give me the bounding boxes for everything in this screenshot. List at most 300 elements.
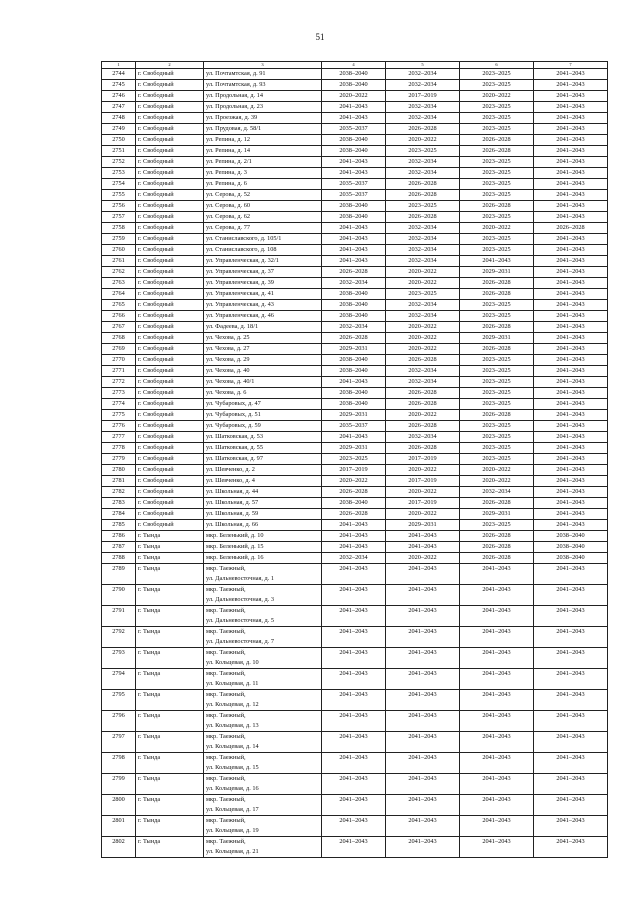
- settlement-cell: г. Свободный: [136, 333, 204, 344]
- row-number-cell: 2791: [102, 606, 136, 627]
- row-number-cell: 2787: [102, 542, 136, 553]
- table-row: [102, 795, 608, 816]
- address-cell: [204, 256, 322, 267]
- address-cell: [204, 80, 322, 91]
- address-line: ул. Шевченко, д. 2: [206, 466, 255, 473]
- period-cell-col4: 2041–2043: [322, 627, 386, 648]
- table-row: [102, 102, 608, 113]
- period-cell-col6: 2023–2025: [460, 102, 534, 113]
- period-cell-col5: 2032–2034: [386, 311, 460, 322]
- address-line: ул. Дальневосточная, д. 7: [206, 638, 275, 645]
- period-cell-col4: 2041–2043: [322, 377, 386, 388]
- column-number-header: 3: [204, 62, 322, 69]
- row-number-cell: 2798: [102, 753, 136, 774]
- period-cell-col7: 2041–2043: [534, 690, 608, 711]
- address-line: ул. Школьная, д. 57: [206, 499, 259, 506]
- period-cell-col6: 2041–2043: [460, 711, 534, 732]
- period-cell-col5: 2020–2022: [386, 465, 460, 476]
- address-cell: [204, 711, 322, 732]
- table-row: [102, 69, 608, 80]
- period-cell-col6: 2023–2025: [460, 234, 534, 245]
- period-cell-col4: 2041–2043: [322, 245, 386, 256]
- period-cell-col7: 2041–2043: [534, 289, 608, 300]
- period-cell-col6: 2023–2025: [460, 124, 534, 135]
- period-cell-col7: 2041–2043: [534, 245, 608, 256]
- table-row: [102, 201, 608, 212]
- table-row: [102, 223, 608, 234]
- address-line: мкр. Таежный,: [206, 775, 246, 782]
- row-number-cell: 2757: [102, 212, 136, 223]
- period-cell-col4: 2038–2040: [322, 355, 386, 366]
- address-line: ул. Шатковская, д. 55: [206, 444, 263, 451]
- address-cell: [204, 542, 322, 553]
- period-cell-col7: 2041–2043: [534, 585, 608, 606]
- address-line: мкр. Беленький, д. 16: [206, 554, 264, 561]
- register-table-body: [102, 62, 608, 858]
- address-line: мкр. Таежный,: [206, 796, 246, 803]
- table-row: [102, 816, 608, 837]
- period-cell-col7: 2041–2043: [534, 377, 608, 388]
- address-line: мкр. Таежный,: [206, 733, 246, 740]
- period-cell-col6: 2020–2022: [460, 476, 534, 487]
- period-cell-col5: 2032–2034: [386, 113, 460, 124]
- period-cell-col7: 2041–2043: [534, 190, 608, 201]
- period-cell-col6: 2023–2025: [460, 190, 534, 201]
- period-cell-col5: 2020–2022: [386, 553, 460, 564]
- settlement-cell: г. Тында: [136, 669, 204, 690]
- row-number-cell: 2749: [102, 124, 136, 135]
- period-cell-col7: 2041–2043: [534, 564, 608, 585]
- address-line: ул. Шевченко, д. 4: [206, 477, 255, 484]
- period-cell-col4: 2038–2040: [322, 300, 386, 311]
- row-number-cell: 2801: [102, 816, 136, 837]
- period-cell-col4: 2038–2040: [322, 399, 386, 410]
- table-row: [102, 289, 608, 300]
- period-cell-col4: 2038–2040: [322, 201, 386, 212]
- settlement-cell: г. Тында: [136, 711, 204, 732]
- table-row: [102, 564, 608, 585]
- table-row: [102, 256, 608, 267]
- table-row: [102, 487, 608, 498]
- row-number-cell: 2782: [102, 487, 136, 498]
- period-cell-col6: 2026–2028: [460, 553, 534, 564]
- period-cell-col6: 2032–2034: [460, 487, 534, 498]
- period-cell-col4: 2041–2043: [322, 168, 386, 179]
- period-cell-col5: 2041–2043: [386, 711, 460, 732]
- row-number-cell: 2785: [102, 520, 136, 531]
- settlement-cell: г. Свободный: [136, 421, 204, 432]
- period-cell-col4: 2026–2028: [322, 267, 386, 278]
- period-cell-col5: 2041–2043: [386, 627, 460, 648]
- column-number-header-row: [102, 62, 608, 69]
- row-number-cell: 2781: [102, 476, 136, 487]
- table-row: [102, 690, 608, 711]
- period-cell-col7: 2041–2043: [534, 135, 608, 146]
- row-number-cell: 2799: [102, 774, 136, 795]
- period-cell-col6: 2026–2028: [460, 498, 534, 509]
- settlement-cell: г. Свободный: [136, 498, 204, 509]
- period-cell-col4: 2041–2043: [322, 816, 386, 837]
- period-cell-col4: 2038–2040: [322, 311, 386, 322]
- period-cell-col6: 2029–2031: [460, 333, 534, 344]
- period-cell-col5: 2032–2034: [386, 157, 460, 168]
- period-cell-col4: 2038–2040: [322, 289, 386, 300]
- period-cell-col6: 2023–2025: [460, 388, 534, 399]
- period-cell-col6: 2041–2043: [460, 732, 534, 753]
- table-row: [102, 837, 608, 858]
- address-line: ул. Кольцевая, д. 19: [206, 827, 259, 834]
- period-cell-col4: 2041–2043: [322, 648, 386, 669]
- address-cell: [204, 333, 322, 344]
- period-cell-col7: 2041–2043: [534, 795, 608, 816]
- address-line: ул. Фадеева, д. 18/1: [206, 323, 259, 330]
- period-cell-col4: 2026–2028: [322, 509, 386, 520]
- address-line: ул. Чубаровых, д. 47: [206, 400, 261, 407]
- table-row: [102, 124, 608, 135]
- table-row: [102, 300, 608, 311]
- address-cell: [204, 289, 322, 300]
- period-cell-col4: 2020–2022: [322, 476, 386, 487]
- table-row: [102, 234, 608, 245]
- table-row: [102, 366, 608, 377]
- settlement-cell: г. Тында: [136, 553, 204, 564]
- table-row: [102, 322, 608, 333]
- period-cell-col5: 2026–2028: [386, 443, 460, 454]
- table-row: [102, 91, 608, 102]
- period-cell-col7: 2041–2043: [534, 212, 608, 223]
- table-row: [102, 585, 608, 606]
- period-cell-col5: 2023–2025: [386, 289, 460, 300]
- settlement-cell: г. Тында: [136, 564, 204, 585]
- table-row: [102, 333, 608, 344]
- row-number-cell: 2759: [102, 234, 136, 245]
- period-cell-col6: 2041–2043: [460, 585, 534, 606]
- settlement-cell: г. Свободный: [136, 157, 204, 168]
- period-cell-col6: 2041–2043: [460, 816, 534, 837]
- table-row: [102, 498, 608, 509]
- period-cell-col7: 2041–2043: [534, 816, 608, 837]
- table-row: [102, 432, 608, 443]
- table-row: [102, 732, 608, 753]
- period-cell-col6: 2023–2025: [460, 454, 534, 465]
- period-cell-col5: 2020–2022: [386, 344, 460, 355]
- settlement-cell: г. Свободный: [136, 300, 204, 311]
- address-line: ул. Кольцевая, д. 16: [206, 785, 259, 792]
- row-number-cell: 2764: [102, 289, 136, 300]
- row-number-cell: 2796: [102, 711, 136, 732]
- address-line: мкр. Беленький, д. 15: [206, 543, 264, 550]
- settlement-cell: г. Свободный: [136, 366, 204, 377]
- period-cell-col5: 2032–2034: [386, 245, 460, 256]
- address-cell: [204, 168, 322, 179]
- settlement-cell: г. Свободный: [136, 465, 204, 476]
- row-number-cell: 2777: [102, 432, 136, 443]
- period-cell-col4: 2041–2043: [322, 606, 386, 627]
- row-number-cell: 2766: [102, 311, 136, 322]
- period-cell-col7: 2041–2043: [534, 487, 608, 498]
- period-cell-col6: 2026–2028: [460, 344, 534, 355]
- table-row: [102, 648, 608, 669]
- table-row: [102, 168, 608, 179]
- period-cell-col4: 2038–2040: [322, 388, 386, 399]
- period-cell-col4: 2041–2043: [322, 157, 386, 168]
- period-cell-col4: 2032–2034: [322, 553, 386, 564]
- period-cell-col7: 2041–2043: [534, 774, 608, 795]
- period-cell-col7: 2041–2043: [534, 399, 608, 410]
- period-cell-col5: 2020–2022: [386, 509, 460, 520]
- table-row: [102, 553, 608, 564]
- address-cell: [204, 102, 322, 113]
- settlement-cell: г. Свободный: [136, 399, 204, 410]
- address-cell: [204, 267, 322, 278]
- period-cell-col5: 2041–2043: [386, 542, 460, 553]
- period-cell-col6: 2041–2043: [460, 753, 534, 774]
- table-row: [102, 399, 608, 410]
- period-cell-col5: 2041–2043: [386, 585, 460, 606]
- address-cell: [204, 648, 322, 669]
- period-cell-col7: 2041–2043: [534, 234, 608, 245]
- address-line: мкр. Таежный,: [206, 691, 246, 698]
- row-number-cell: 2745: [102, 80, 136, 91]
- period-cell-col7: 2041–2043: [534, 201, 608, 212]
- address-cell: [204, 278, 322, 289]
- table-row: [102, 311, 608, 322]
- address-line: мкр. Таежный,: [206, 649, 246, 656]
- address-cell: [204, 498, 322, 509]
- period-cell-col6: 2041–2043: [460, 669, 534, 690]
- address-line: ул. Чехова, д. 29: [206, 356, 250, 363]
- table-row: [102, 465, 608, 476]
- address-cell: [204, 553, 322, 564]
- period-cell-col4: 2041–2043: [322, 102, 386, 113]
- row-number-cell: 2761: [102, 256, 136, 267]
- period-cell-col7: 2041–2043: [534, 311, 608, 322]
- row-number-cell: 2756: [102, 201, 136, 212]
- period-cell-col6: 2023–2025: [460, 355, 534, 366]
- period-cell-col4: 2035–2037: [322, 190, 386, 201]
- address-line: ул. Кольцевая, д. 12: [206, 701, 259, 708]
- row-number-cell: 2762: [102, 267, 136, 278]
- address-cell: [204, 322, 322, 333]
- row-number-cell: 2753: [102, 168, 136, 179]
- address-cell: [204, 124, 322, 135]
- period-cell-col4: 2029–2031: [322, 443, 386, 454]
- period-cell-col7: 2041–2043: [534, 322, 608, 333]
- address-cell: [204, 377, 322, 388]
- row-number-cell: 2786: [102, 531, 136, 542]
- period-cell-col7: 2041–2043: [534, 421, 608, 432]
- row-number-cell: 2800: [102, 795, 136, 816]
- address-line: ул. Школьная, д. 59: [206, 510, 259, 517]
- settlement-cell: г. Свободный: [136, 190, 204, 201]
- period-cell-col4: 2041–2043: [322, 113, 386, 124]
- table-row: [102, 113, 608, 124]
- period-cell-col4: 2041–2043: [322, 669, 386, 690]
- period-cell-col4: 2041–2043: [322, 711, 386, 732]
- settlement-cell: г. Тында: [136, 690, 204, 711]
- settlement-cell: г. Тында: [136, 732, 204, 753]
- table-row: [102, 377, 608, 388]
- period-cell-col7: 2041–2043: [534, 476, 608, 487]
- row-number-cell: 2772: [102, 377, 136, 388]
- period-cell-col4: 2041–2043: [322, 837, 386, 858]
- period-cell-col4: 2038–2040: [322, 80, 386, 91]
- period-cell-col4: 2041–2043: [322, 432, 386, 443]
- period-cell-col4: 2032–2034: [322, 278, 386, 289]
- period-cell-col7: 2041–2043: [534, 333, 608, 344]
- period-cell-col5: 2020–2022: [386, 487, 460, 498]
- period-cell-col6: 2041–2043: [460, 256, 534, 267]
- address-line: мкр. Таежный,: [206, 607, 246, 614]
- address-cell: [204, 399, 322, 410]
- period-cell-col5: 2032–2034: [386, 102, 460, 113]
- address-cell: [204, 690, 322, 711]
- settlement-cell: г. Свободный: [136, 344, 204, 355]
- period-cell-col5: 2020–2022: [386, 410, 460, 421]
- period-cell-col6: 2026–2028: [460, 135, 534, 146]
- settlement-cell: г. Свободный: [136, 322, 204, 333]
- settlement-cell: г. Свободный: [136, 113, 204, 124]
- table-row: [102, 267, 608, 278]
- address-cell: [204, 669, 322, 690]
- table-row: [102, 355, 608, 366]
- period-cell-col4: 2041–2043: [322, 223, 386, 234]
- period-cell-col5: 2023–2025: [386, 146, 460, 157]
- settlement-cell: г. Свободный: [136, 168, 204, 179]
- period-cell-col7: 2041–2043: [534, 388, 608, 399]
- settlement-cell: г. Свободный: [136, 80, 204, 91]
- table-row: [102, 711, 608, 732]
- address-line: ул. Продольная, д. 23: [206, 103, 263, 110]
- period-cell-col6: 2026–2028: [460, 531, 534, 542]
- address-line: ул. Чубаровых, д. 51: [206, 411, 261, 418]
- period-cell-col4: 2041–2043: [322, 795, 386, 816]
- settlement-cell: г. Тында: [136, 795, 204, 816]
- table-row: [102, 146, 608, 157]
- address-line: ул. Чехова, д. 6: [206, 389, 247, 396]
- row-number-cell: 2748: [102, 113, 136, 124]
- period-cell-col6: 2029–2031: [460, 509, 534, 520]
- settlement-cell: г. Свободный: [136, 410, 204, 421]
- row-number-cell: 2770: [102, 355, 136, 366]
- address-cell: [204, 585, 322, 606]
- period-cell-col5: 2020–2022: [386, 333, 460, 344]
- settlement-cell: г. Свободный: [136, 476, 204, 487]
- address-line: ул. Кольцевая, д. 21: [206, 848, 259, 855]
- address-line: мкр. Таежный,: [206, 628, 246, 635]
- address-cell: [204, 795, 322, 816]
- period-cell-col5: 2020–2022: [386, 267, 460, 278]
- row-number-cell: 2783: [102, 498, 136, 509]
- period-cell-col7: 2038–2040: [534, 553, 608, 564]
- table-row: [102, 454, 608, 465]
- row-number-cell: 2779: [102, 454, 136, 465]
- period-cell-col4: 2026–2028: [322, 333, 386, 344]
- address-cell: [204, 564, 322, 585]
- period-cell-col4: 2017–2019: [322, 465, 386, 476]
- period-cell-col7: 2041–2043: [534, 157, 608, 168]
- table-row: [102, 753, 608, 774]
- table-row: [102, 443, 608, 454]
- period-cell-col5: 2020–2022: [386, 135, 460, 146]
- address-line: ул. Чехова, д. 40: [206, 367, 250, 374]
- address-cell: [204, 476, 322, 487]
- period-cell-col6: 2023–2025: [460, 443, 534, 454]
- period-cell-col7: 2041–2043: [534, 91, 608, 102]
- period-cell-col7: 2041–2043: [534, 669, 608, 690]
- period-cell-col7: 2041–2043: [534, 124, 608, 135]
- settlement-cell: г. Тында: [136, 753, 204, 774]
- address-cell: [204, 300, 322, 311]
- address-cell: [204, 606, 322, 627]
- address-line: ул. Репина, д. 2/1: [206, 158, 252, 165]
- address-cell: [204, 432, 322, 443]
- settlement-cell: г. Свободный: [136, 311, 204, 322]
- period-cell-col5: 2032–2034: [386, 168, 460, 179]
- period-cell-col6: 2023–2025: [460, 179, 534, 190]
- period-cell-col7: 2041–2043: [534, 146, 608, 157]
- period-cell-col5: 2032–2034: [386, 256, 460, 267]
- period-cell-col5: 2032–2034: [386, 223, 460, 234]
- period-cell-col7: 2041–2043: [534, 366, 608, 377]
- period-cell-col5: 2026–2028: [386, 124, 460, 135]
- row-number-cell: 2793: [102, 648, 136, 669]
- row-number-cell: 2750: [102, 135, 136, 146]
- address-cell: [204, 520, 322, 531]
- address-line: ул. Почтамтская, д. 91: [206, 70, 266, 77]
- address-cell: [204, 487, 322, 498]
- period-cell-col4: 2041–2043: [322, 542, 386, 553]
- address-line: мкр. Таежный,: [206, 712, 246, 719]
- period-cell-col7: 2041–2043: [534, 498, 608, 509]
- settlement-cell: г. Тында: [136, 837, 204, 858]
- period-cell-col7: 2041–2043: [534, 443, 608, 454]
- period-cell-col5: 2032–2034: [386, 300, 460, 311]
- row-number-cell: 2751: [102, 146, 136, 157]
- period-cell-col6: 2020–2022: [460, 465, 534, 476]
- period-cell-col5: 2032–2034: [386, 432, 460, 443]
- period-cell-col5: 2032–2034: [386, 69, 460, 80]
- settlement-cell: г. Свободный: [136, 102, 204, 113]
- period-cell-col5: 2041–2043: [386, 732, 460, 753]
- row-number-cell: 2794: [102, 669, 136, 690]
- row-number-cell: 2765: [102, 300, 136, 311]
- period-cell-col4: 2041–2043: [322, 774, 386, 795]
- table-row: [102, 627, 608, 648]
- row-number-cell: 2776: [102, 421, 136, 432]
- period-cell-col4: 2041–2043: [322, 256, 386, 267]
- period-cell-col4: 2041–2043: [322, 234, 386, 245]
- period-cell-col5: 2026–2028: [386, 399, 460, 410]
- settlement-cell: г. Свободный: [136, 146, 204, 157]
- address-cell: [204, 234, 322, 245]
- row-number-cell: 2746: [102, 91, 136, 102]
- address-cell: [204, 179, 322, 190]
- address-cell: [204, 443, 322, 454]
- address-line: ул. Школьная, д. 44: [206, 488, 259, 495]
- period-cell-col7: 2041–2043: [534, 509, 608, 520]
- column-number-header: 4: [322, 62, 386, 69]
- period-cell-col5: 2041–2043: [386, 795, 460, 816]
- period-cell-col4: 2035–2037: [322, 421, 386, 432]
- period-cell-col6: 2041–2043: [460, 795, 534, 816]
- settlement-cell: г. Свободный: [136, 289, 204, 300]
- row-number-cell: 2773: [102, 388, 136, 399]
- period-cell-col5: 2029–2031: [386, 520, 460, 531]
- settlement-cell: г. Тында: [136, 648, 204, 669]
- settlement-cell: г. Свободный: [136, 454, 204, 465]
- settlement-cell: г. Свободный: [136, 124, 204, 135]
